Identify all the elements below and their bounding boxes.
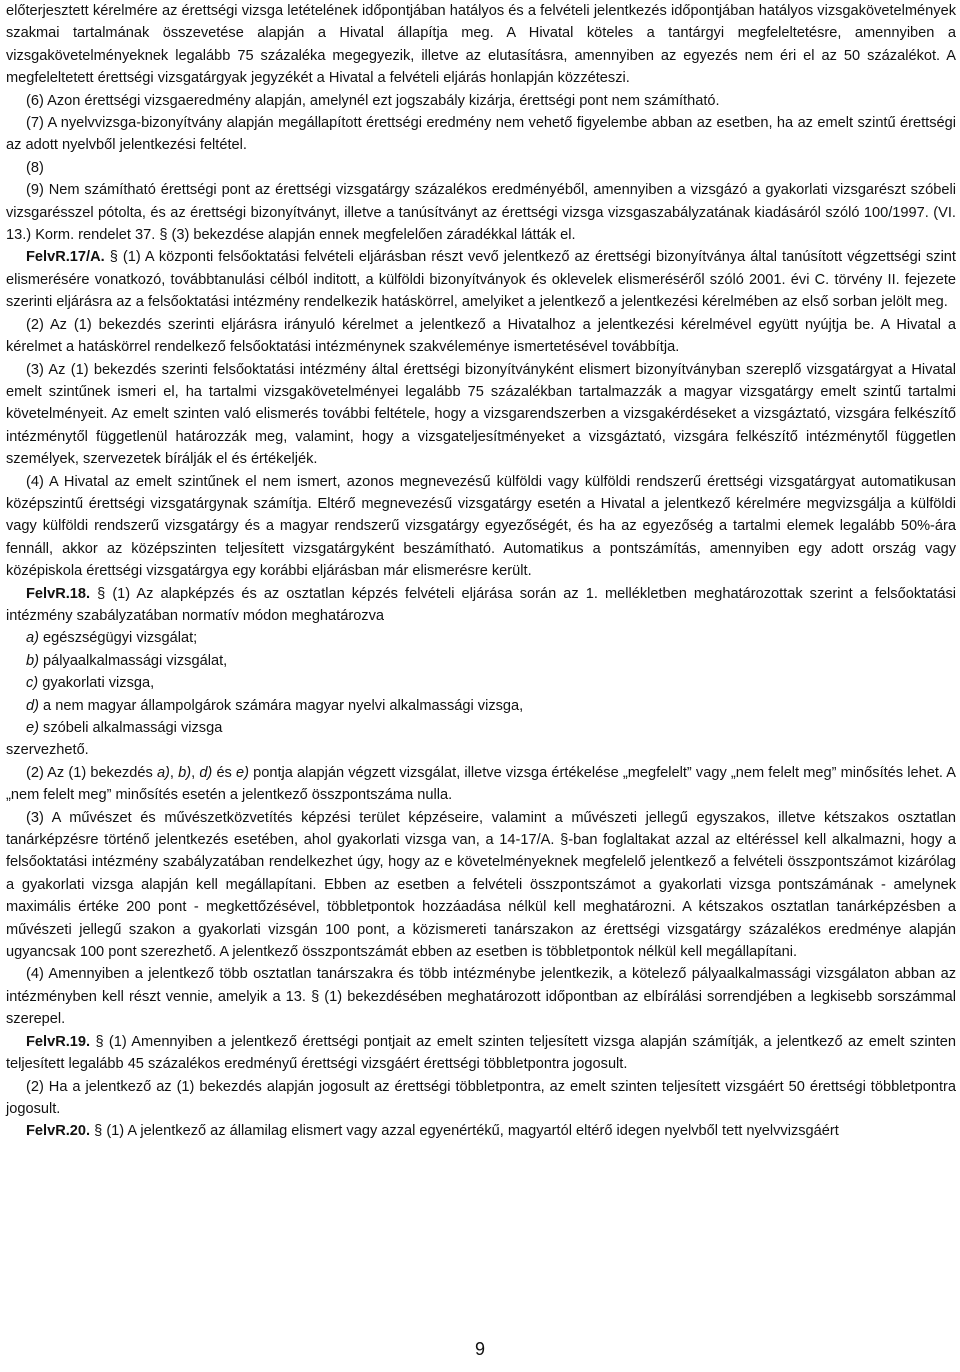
list-letter: c): [26, 675, 39, 692]
list-letter: a): [26, 630, 39, 647]
section-text: § (1) Amennyiben a jelentkező érettségi pontjait az emelt szinten teljesített vizsga alapján számítják, a jelentkező az emelt szinten teljesített legalább 45 százalékos eredményű érettségi vizsgáért érettségi többletpontra jogosult.: [6, 1033, 956, 1073]
section-text: § (1) A központi felsőoktatási felvételi eljárásban részt vevő jelentkező az érettségi bizonyítványa által tanúsított végzettségi szint elismerésére vonatkozó, továbbtanulási célból inditott, a külföldi bizonyítványok és oklevelek elismeréséről szóló 2001. évi C. törvény II. fejezete szerinti eljárásra az a felsőoktatási intézmény rendelkezik hatáskörrel, amelyiket a jelentkező a jelentkezési kérelmében az első sorban jelölt meg.: [6, 249, 956, 311]
text-run: pontja alapján végzett vizsgálat, illetve vizsga értékelése „megfelelt” vagy „nem felelt meg” minősítés lehet. A „nem felelt meg” minősítés esetén a jelentkező összpontszáma nulla.: [6, 764, 956, 804]
section-20: [6, 1120, 956, 1142]
list-text: pályaalkalmassági vizsgálat,: [43, 652, 228, 669]
text-run: és: [212, 764, 236, 781]
section-17a: [6, 246, 956, 313]
list-letter: e): [26, 720, 39, 736]
section-18: [6, 583, 956, 628]
paragraph-8: (8): [26, 159, 44, 176]
list-text: szóbeli alkalmassági vizsga: [43, 720, 223, 736]
section-label: FelvR.18.: [26, 585, 91, 602]
section-text: § (1) A jelentkező az államilag elismert vagy azzal egyenértékű, magyartól eltérő idegen nyelvből tett nyelvvizsgáért: [94, 1123, 839, 1140]
paragraph-continued: előterjesztett kérelmére az érettségi vizsga letételének időpontjában hatályos és a felvételi jelentkezés időpontjában hatályos vizsgakövetelmények szakmai tartalmának összevetése alapján a Hivatal állapítja meg. A Hivatal köteles a tantárgyi megfeleltetésre, amennyiben a vizsgakövetelményeknek legalább 75 százaléka megegyezik, illetve az elutasításra, amennyiben az egyezés nem éri el az 50 százalékot. A megfeleltetett érettségi vizsgatárgyak jegyzékét a Hivatal a felvételi eljárás honlapján közzéteszi.: [6, 3, 956, 87]
document-page: [6, 0, 956, 1143]
section-18-paragraph-4: (4) Amennyiben a jelentkező több osztatlan tanárszakra és több intézménybe jelentkezik, a kötelező pályaalkalmassági vizsgálaton abban az intézményben kell részt vennie, amelyik a 13. § (1) bekezdésében meghatározott időpontban az elbírálási sorrendjében a legkisebb sorszámmal szerepel.: [6, 966, 956, 1028]
list-item-a: [6, 627, 956, 649]
list-item-e: [6, 717, 956, 739]
list-text: gyakorlati vizsga,: [42, 675, 155, 692]
section-label: FelvR.20.: [26, 1123, 91, 1140]
text-run: (2) Az (1) bekezdés: [26, 764, 157, 781]
section-17a-paragraph-2: (2) Az (1) bekezdés szerinti eljárásra irányuló kérelmet a jelentkező a Hivatalhoz a jelentkezési kérelmével együtt nyújtja be. A Hivatal a kérelmet a hatáskörrel rendelkező felsőoktatási intézménynek szakvéleménye ismertetésével továbbítja.: [6, 316, 956, 356]
list-item-d: [6, 695, 956, 717]
text-run: ,: [191, 764, 200, 781]
paragraph-7: (7) A nyelvvizsga-bizonyítvány alapján megállapított érettségi eredmény nem vehető figyelembe abban az esetben, ha az emelt szintű érettségi az adott nyelvből jelentkezési feltétel.: [6, 115, 956, 154]
letter-ref: a): [156, 764, 170, 781]
list-item-c: [6, 672, 956, 694]
section-label: FelvR.17/A.: [26, 249, 105, 266]
section-18-paragraph-3: (3) A művészet és művészetközvetítés képzési terület képzéseire, valamint a művészeti jellegű egyszakos, illetve kétszakos osztatlan tanárképzésre történő jelentkezés esetében, ahol gyakorlati vizsga van, a 14-17/A. §-ban foglaltakat azzal az eltéréssel kell alkalmazni, hogy a felsőoktatási intézmény szabályzatában rendelkezhet úgy, hogy az e követelményeknek megfelelő jelentkező a felvételi összpontszámot kizárólag a gyakorlati vizsga alapján kell megállapítani. Ebben az esetben a felvételi összpontszámot a gyakorlati vizsga pontszámának - amelynek maximális értéke 200 pont - megkettőzésével, többletpontok hozzáadása nélkül kell meghatározni. A kétszakos osztatlan tanárképzésben a művészeti jellegű szakon a gyakorlati vizsgán 100 pont, a közismereti tanárszakon az érettségi vizsgatárgy százalékos eredménye alapján ugyancsak 100 pont szerezhető. A jelentkező összpontszámát ebben az esetben is többletpontok nélkül kell megállapítani.: [6, 809, 956, 961]
letter-ref: d): [199, 764, 213, 781]
letter-ref: b): [178, 764, 192, 781]
section-label: FelvR.19.: [26, 1033, 91, 1050]
list-text: a nem magyar állampolgárok számára magyar nyelvi alkalmassági vizsga,: [43, 697, 524, 714]
paragraph-6: (6) Azon érettségi vizsgaeredmény alapján, amelynél ezt jogszabály kizárja, érettségi pont nem számítható.: [26, 92, 720, 109]
list-letter: d): [26, 697, 39, 714]
letter-ref: e): [236, 764, 249, 781]
text-run: ,: [169, 764, 179, 781]
section-17a-paragraph-4: (4) A Hivatal az emelt szintűnek el nem ismert, azonos megnevezésű külföldi vagy külföldi rendszerű érettségi vizsgatárgyat automatikusan középszintű érettségi vizsgatárgynak számítja. Eltérő megnevezésű vizsgatárgy esetén a Hivatal a jelentkező kérelmére megvizsgálja a külföldi vagy külföldi rendszerű vizsgatárgy és a magyar rendszerű vizsgatárgy egyezőségét, és ha az egyezőség a tartalmi elemek legalább 50%-ára fennáll, akkor az középszinten teljesített vizsgatárgyként beszámítható. Automatikus a pontszámítás, amennyiben egy adott ország vagy középiskola érettségi vizsgatárgya egy korábbi eljárásban már elismerésre került.: [6, 473, 956, 580]
list-closing: szervezhető.: [6, 742, 89, 759]
paragraph-9: (9) Nem számítható érettségi pont az érettségi vizsgatárgy százalékos eredményéből, amennyiben a vizsgázó a gyakorlati vizsgarészt szóbeli vizsgarésszel pótolta, és az érettségi bizonyítványt, illetve a tanúsítványt az érettségi vizsga vizsgaszabályzatának kiadásáról szóló 100/1997. (VI. 13.) Korm. rendelet 37. § (3) bekezdése alapján ennek megfelelően záradékkal látták el.: [6, 182, 956, 244]
section-18-paragraph-2: [6, 762, 956, 807]
section-19-paragraph-2: (2) Ha a jelentkező az (1) bekezdés alapján jogosult az érettségi többletpontra, az emelt szinten teljesített vizsgáért 50 érettségi többletpontra jogosult.: [6, 1078, 956, 1117]
list-text: egészségügyi vizsgálat;: [43, 630, 198, 647]
list-letter: b): [26, 652, 39, 669]
list-item-b: [6, 650, 956, 672]
page-number: 9: [474, 1339, 485, 1359]
section-19: [6, 1031, 956, 1076]
section-17a-paragraph-3: (3) Az (1) bekezdés szerinti felsőoktatási intézmény által érettségi bizonyítványként elismert bizonyítványban szereplő vizsgatárgyat a Hivatal emelt szintűnek ismeri el, ha tartalmi vizsgakövetelményei legalább 75 százalékban tartalmazzák a magyar vizsgatárgy emelt szintű tartalmi követelményeit. Az emelt szinten való elismerés további feltétele, hogy a vizsgarendszerben a vizsgakérdéseket a vizsgáztató, vizsgára felkészítő intézménytől függetlenül határozzák meg, valamint, hogy a vizsgateljesítményeket a vizsgáztató, vizsgára felkészítő intézménytől független személyek, szervezetek bírálják el és értékeljék.: [6, 361, 956, 468]
section-text: § (1) Az alapképzés és az osztatlan képzés felvételi eljárása során az 1. mellékletben meghatározottak szerint a felsőoktatási intézmény szabályzatában normatív módon meghatározva: [6, 585, 957, 624]
